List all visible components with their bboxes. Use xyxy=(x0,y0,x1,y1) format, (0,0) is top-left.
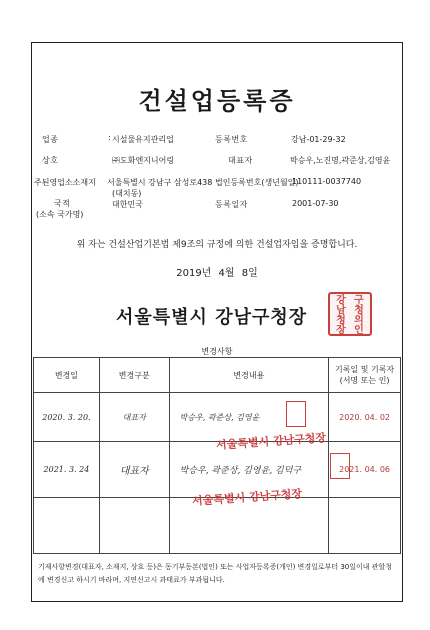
reg-no-label: 등록번호 xyxy=(215,135,248,144)
address-value: 서울특별시 강남구 삼성로438 xyxy=(107,178,213,187)
change-type xyxy=(99,498,169,554)
address-label: 주된영업소소재지 xyxy=(34,178,96,187)
change-type: 대표자 xyxy=(99,393,169,442)
seal-text: 구청 xyxy=(354,295,364,316)
table-row xyxy=(34,393,401,442)
change-content: 박승우, 곽준상, 김영윤 xyxy=(169,393,329,442)
issue-date: 2019년 4월 8일 xyxy=(176,268,258,279)
nation-value: 대한민국 xyxy=(112,200,143,209)
nation-label: 국적 xyxy=(54,199,71,208)
mini-seal-icon xyxy=(286,401,306,427)
footer-note: 기재사항변경(대표자, 소재지, 상호 등)은 동기부동본(법인) 또는 사업자등록증(개인) 변경일로부터 30일이내 관할청에 변경신고 하시기 바라며, 지연신고시 과태료가 부과됩니다. xyxy=(38,563,393,584)
column-header: 변경일 xyxy=(34,358,100,393)
authority-stamp: 서울특별시 강남구청장 xyxy=(191,487,303,508)
column-header: 변경구분 xyxy=(99,358,169,393)
official-seal xyxy=(328,292,372,336)
reg-date-label: 등록일자 xyxy=(215,200,248,209)
change-content: 박승우, 곽준상, 김영윤, 김덕구 xyxy=(169,442,329,498)
change-log-title: 변경사항 xyxy=(201,347,233,356)
record-date: 2020. 04. 02 xyxy=(329,393,401,442)
trade-value: 시설물유지관리업 xyxy=(112,135,174,144)
reg-date-value: 2001-07-30 xyxy=(292,199,339,208)
change-type: 대표자 xyxy=(99,442,169,498)
certificate-sheet xyxy=(31,42,403,602)
change-date: 2020. 3. 20. xyxy=(34,393,100,442)
rep-value: 박승우,노진명,곽준상,김영윤 xyxy=(290,156,391,165)
seal-text: 청장 xyxy=(336,315,346,336)
seal-text: 강남 xyxy=(336,295,346,316)
corp-no-label: 법인등록번호(생년월일) xyxy=(215,178,299,187)
document-title: 건설업등록증 xyxy=(138,86,296,115)
record-date xyxy=(329,498,401,554)
seal-text: 의인 xyxy=(354,315,364,336)
corp-no-value: 110111-0037740 xyxy=(292,177,362,186)
change-date xyxy=(34,498,100,554)
column-header: 변경내용 xyxy=(169,358,329,393)
issuing-authority: 서울특별시 강남구청장 xyxy=(116,307,308,328)
record-date: 2021. 04. 06 xyxy=(329,442,401,498)
address-value-2: (대치동) xyxy=(112,189,142,198)
company-label: 상호 xyxy=(42,156,59,165)
column-header: 기록일 및 기록자 (서명 또는 인) xyxy=(329,358,401,393)
change-date: 2021. 3. 24 xyxy=(34,442,100,498)
rep-label: 대표자 xyxy=(228,156,253,165)
mini-seal-icon xyxy=(330,453,350,479)
nation-sub-label: (소속 국가명) xyxy=(36,210,84,219)
authority-stamp: 서울특별시 강남구청장 xyxy=(215,431,327,452)
company-value: ㈜도화엔지니어링 xyxy=(112,156,175,165)
reg-no-value: 강남-01-29-32 xyxy=(291,135,346,144)
table-header-row xyxy=(34,358,401,393)
certification-text: 위 자는 건설산업기본법 제9조의 규정에 의한 건설업자임을 증명합니다. xyxy=(76,240,358,250)
trade-label: 업종 xyxy=(42,135,59,144)
